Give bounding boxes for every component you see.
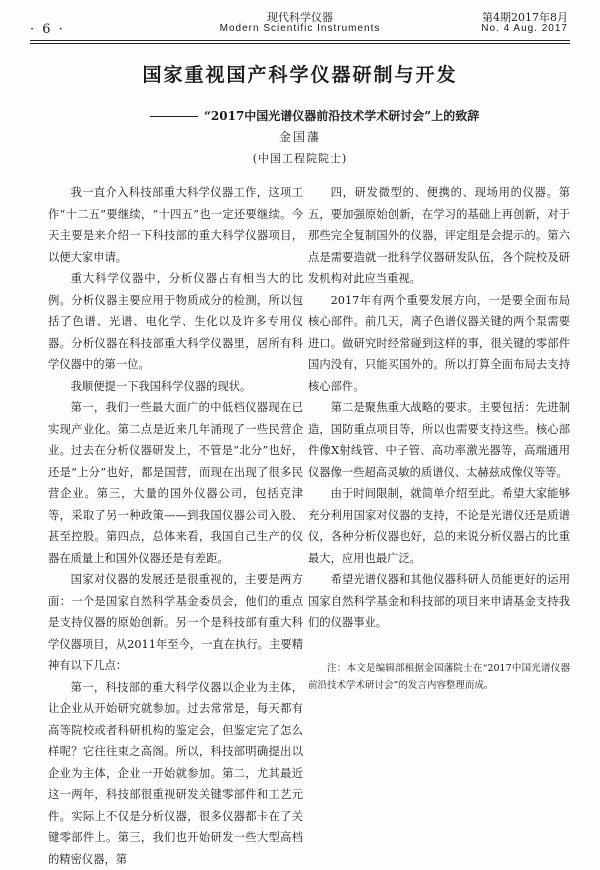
header-rule-bottom: [30, 43, 570, 44]
page-header: [0, 0, 600, 44]
left-column: [48, 182, 303, 870]
paragraph: 重大科学仪器中，分析仪器占有相当大的比例。分析仪器主要应用于物质成分的检测，所以包括了色谱、光谱、电化学、生化以及许多专用仪器。分析仪器在科技部重大科学仪器里，居所有科学仪器中的第一位。: [48, 268, 303, 376]
author-affiliation: (中国工程院院士): [0, 150, 600, 166]
paragraph: 我顺便提一下我国科学仪器的现状。: [48, 376, 303, 398]
paragraph: 国家对仪器的发展还是很重视的，主要是两方面：一个是国家自然科学基金委员会，他们的重点是支持仪器的原始创新。另一个是科技部有重大科学仪器项目，从2011年至今，一直在执行。主要精神有以下几点：: [48, 569, 303, 677]
paragraph: 四，研发微型的、便携的、现场用的仪器。第五，要加强原始创新，在学习的基础上再创新，对于那些完全复制国外的仪器，评定组是会提示的。第六点是需要造就一批科学仪器研发队伍，各个院校及研发机构对此应当重视。: [308, 182, 570, 290]
journal-name-cn: 现代科学仪器: [0, 9, 600, 25]
subtitle-dash: [150, 116, 198, 117]
paragraph: 由于时间限制，就简单介绍至此。希望大家能够充分利用国家对仪器的支持，不论是光谱仪还是质谱仪，各种分析仪器也好，总的来说分析仪器占的比重最大，应用也最广泛。: [308, 483, 570, 569]
issue-en: No. 4 Aug. 2017: [481, 23, 568, 34]
article-subtitle: [150, 107, 479, 124]
journal-name-en: Modern Scientific Instruments: [0, 23, 600, 34]
article-author: 金国藩: [0, 128, 600, 145]
article-title: 国家重视国产科学仪器研制与开发: [0, 60, 600, 87]
paragraph: 第一，科技部的重大科学仪器以企业为主体，让企业从开始研究就参加。过去常常是，每天都有高等院校或者科研机构的鉴定会，但鉴定完了怎么样呢？它往往束之高阁。所以，科技部明确提出以企业为主体，企业一开始就参加。第二，尤其最近这一两年，科技部很重视研发关键零部件和工艺元件。实际上不仅是分析仪器，很多仪器都卡在了关键零部件上。第三，我们也开始研发一些大型高档的精密仪器，第: [48, 677, 303, 870]
header-rule-top: [30, 40, 570, 41]
footnote: 注：本文是编辑部根据金国藩院士在“2017中国光谱仪器前沿技术学术研讨会”的发言内容整理而成。: [308, 660, 570, 694]
issue-cn: 第4期2017年8月: [482, 9, 568, 25]
paragraph: 第一，我们一些最大面广的中低档仪器现在已实现产业化。第二点是近来几年涌现了一些民营企业。过去在分析仪器研发上，不管是“北分”也好，还是“上分”也好，都是国营，而现在出现了很多民营企业。第三，大量的国外仪器公司，包括克津等，采取了另一种政策——到我国仪器公司入股、甚至控股。第四点，总体来看，我国自己生产的仪器在质量上和国外仪器还是有差距。: [48, 397, 303, 569]
subtitle-text: “2017中国光谱仪器前沿技术学术研讨会”上的致辞: [204, 109, 479, 123]
page-number: · 6 ·: [30, 22, 65, 37]
paragraph: 第二是聚焦重大战略的要求。主要包括：先进制造，国防重点项目等，所以也需要支持这些。核心部件像X射线管、中子管、高功率激光器等，高端通用仪器像一些超高灵敏的质谱仪、太赫兹成像仪等等。: [308, 397, 570, 483]
paragraph: 我一直介入科技部重大科学仪器工作，这项工作“十二五”要继续，“十四五”也一定还要继续。今天主要是来介绍一下科技部的重大科学仪器项目，以便大家申请。: [48, 182, 303, 268]
paragraph: 2017年有两个重要发展方向，一是要全面布局核心部件。前几天，离子色谱仪器关键的两个泵需要进口。做研究时经常碰到这样的事，很关键的零部件国内没有，只能买国外的。所以打算全面布局去支持核心部件。: [308, 290, 570, 398]
paragraph: 希望光谱仪器和其他仪器科研人员能更好的运用国家自然科学基金和科技部的项目来申请基金支持我们的仪器事业。: [308, 569, 570, 634]
right-column: [308, 182, 570, 694]
